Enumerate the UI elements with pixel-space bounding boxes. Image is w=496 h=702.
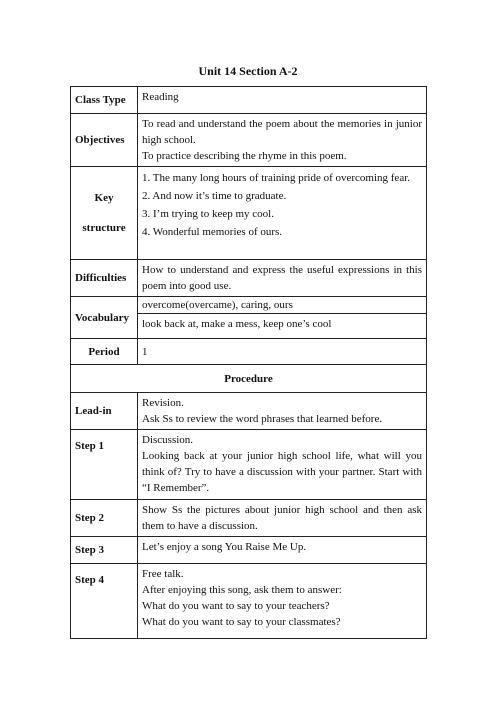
key-structure-line: 3. I’m trying to keep my cool. — [142, 208, 274, 220]
step4-row — [71, 564, 427, 639]
difficulties-label: Difficulties — [71, 260, 138, 297]
lesson-plan-table — [70, 86, 427, 639]
step4-line: After enjoying this song, ask them to answer: — [142, 584, 342, 596]
vocabulary-line-1: overcome(overcame), caring, ours — [138, 297, 427, 314]
class-type-value: Reading — [138, 87, 427, 114]
lead-in-line: Revision. — [142, 397, 184, 409]
vocabulary-line-2: look back at, make a mess, keep one’s cool — [138, 314, 427, 339]
key-structure-row — [71, 167, 427, 260]
period-value: 1 — [138, 339, 427, 365]
key-structure-line: 1. The many long hours of training pride of overcoming fear. — [142, 172, 411, 184]
key-structure-label-line: Key — [94, 192, 114, 204]
objectives-label: Objectives — [71, 114, 138, 167]
step1-label: Step 1 — [71, 430, 138, 500]
step3-row — [71, 537, 427, 564]
objectives-value — [138, 114, 427, 167]
lead-in-value — [138, 393, 427, 430]
vocabulary-label: Vocabulary — [71, 297, 138, 339]
key-structure-value — [138, 167, 427, 260]
vocabulary-row-1 — [71, 297, 427, 314]
key-structure-line: 4. Wonderful memories of ours. — [142, 226, 283, 238]
objectives-row — [71, 114, 427, 167]
step2-value: Show Ss the pictures about junior high school and then ask them to have a discussion. — [138, 500, 427, 537]
class-type-row — [71, 87, 427, 114]
step3-label: Step 3 — [71, 537, 138, 564]
step1-row — [71, 430, 427, 500]
step1-line: Discussion. — [142, 434, 194, 446]
difficulties-row — [71, 260, 427, 297]
key-structure-line: 2. And now it’s time to graduate. — [142, 190, 287, 202]
step3-value: Let’s enjoy a song You Raise Me Up. — [138, 537, 427, 564]
lead-in-line: Ask Ss to review the word phrases that learned before. — [142, 413, 383, 425]
procedure-heading: Procedure — [71, 365, 427, 393]
class-type-label: Class Type — [71, 87, 138, 114]
objectives-line: To read and understand the poem about the memories in junior high school. — [142, 118, 422, 146]
lead-in-label: Lead-in — [71, 393, 138, 430]
procedure-heading-row — [71, 365, 427, 393]
period-label: Period — [71, 339, 138, 365]
period-row — [71, 339, 427, 365]
key-structure-label-line: structure — [82, 222, 126, 234]
key-structure-label — [71, 167, 138, 260]
step1-line: Looking back at your junior high school life, what will you think of? Try to have a discussion with your partner. Start with “I Remember”. — [142, 450, 422, 494]
lead-in-row — [71, 393, 427, 430]
step4-label: Step 4 — [71, 564, 138, 639]
step4-line: What do you want to say to your teachers? — [142, 600, 330, 612]
objectives-line: To practice describing the rhyme in this poem. — [142, 150, 347, 162]
difficulties-value: How to understand and express the useful expressions in this poem into good use. — [138, 260, 427, 297]
step4-line: What do you want to say to your classmates? — [142, 616, 341, 628]
step4-value — [138, 564, 427, 639]
document-title: Unit 14 Section A-2 — [198, 64, 298, 78]
step1-value — [138, 430, 427, 500]
step4-line: Free talk. — [142, 568, 184, 580]
step2-label: Step 2 — [71, 500, 138, 537]
step2-row — [71, 500, 427, 537]
